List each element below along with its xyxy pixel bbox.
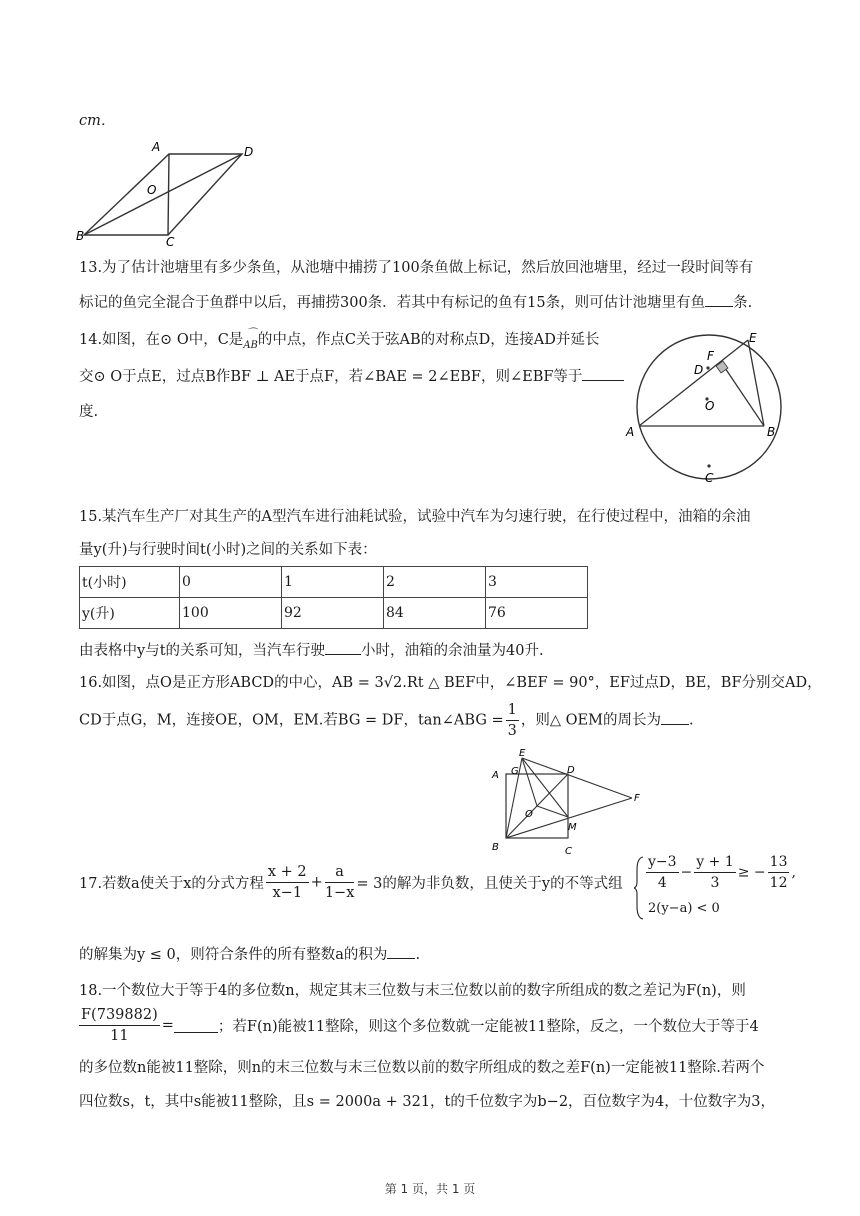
label-g: G bbox=[511, 766, 519, 777]
table-cell: 1 bbox=[282, 567, 384, 598]
label-e: E bbox=[519, 748, 526, 759]
brace-icon bbox=[634, 856, 644, 920]
label-b: B bbox=[76, 229, 85, 243]
label-a: A bbox=[492, 770, 499, 781]
fraction: $\frac{a}{1-x}$ bbox=[324, 864, 355, 901]
label-o: O bbox=[147, 183, 157, 197]
q16-line1: 16.如图，点O是正方形ABCD的中心，AB = 3√2.Rt △ BEF中，∠BEF = 90°，EF过点D，BE，BF分别交AD， bbox=[79, 675, 822, 691]
q18-line4: 四位数s，t，其中s能被11整除，且s = 2000a + 321，t的千位数字为b−2，百位数字为4，十位数字为3， bbox=[79, 1094, 775, 1110]
q15-line3: 由表格中y与t的关系可知，当汽车行驶 小时，油箱的余油量为40升. bbox=[79, 640, 544, 661]
table-row bbox=[80, 598, 588, 629]
label-d: D bbox=[694, 363, 704, 377]
label-o: O bbox=[525, 809, 533, 820]
label-a: A bbox=[152, 140, 161, 154]
label-f: F bbox=[634, 793, 640, 804]
label-c: C bbox=[166, 235, 175, 249]
label-e: E bbox=[749, 331, 757, 345]
q17-line1: 17.若数a使关于x的分式方程 $\frac{x + 2}{x-1}$ + $\frac{a}{1-x}$ = 3的解为非负数，且使关于y的不等式组 bbox=[79, 864, 623, 901]
table-cell: 76 bbox=[486, 598, 588, 629]
table-row bbox=[80, 567, 588, 598]
data-table bbox=[79, 566, 588, 629]
q16-line2: CD于点G，M，连接OE，OM，EM.若BG = DF，tan∠ABG = $\frac{1}{3}$ ，则△ OEM的周长为 . bbox=[79, 702, 694, 739]
fraction: $\frac{x + 2}{x-1}$ bbox=[267, 864, 307, 901]
q15-line1: 15.某汽车生产厂对其生产的A型汽车进行油耗试验，试验中汽车为匀速行驶，在行使过程中，油箱的余油 bbox=[79, 509, 751, 525]
label-a: A bbox=[626, 425, 635, 439]
inequality-system: $\frac{y-3}{4}$ − $\frac{y + 1}{3}$ ≥ − $\frac{13}{12}$ , 2(y−a) < 0 bbox=[634, 852, 784, 922]
system-second-line: 2(y−a) < 0 bbox=[648, 901, 720, 916]
q13-line2: 标记的鱼完全混合于鱼群中以后，再捕捞300条．若其中有标记的鱼有15条，则可估计池塘里有鱼 条. bbox=[79, 292, 752, 313]
table-cell: 84 bbox=[384, 598, 486, 629]
table-cell: 0 bbox=[180, 567, 282, 598]
fraction: $\frac{y + 1}{3}$ bbox=[696, 854, 734, 891]
label-c: C bbox=[565, 846, 572, 857]
label-d: D bbox=[244, 145, 254, 159]
circle-figure bbox=[620, 320, 800, 490]
fraction: $\frac{F(739882)}{11}$ bbox=[81, 1007, 158, 1044]
q14-line1: 14.如图，在⊙ O中，C是 ⌒ AB的中点，作点C关于弦AB的对称点D，连接AD并延长 bbox=[79, 328, 600, 351]
parallelogram-figure bbox=[76, 140, 266, 250]
q14-line3: 度. bbox=[79, 404, 99, 420]
page-footer: 第 1 页，共 1 页 bbox=[384, 1182, 476, 1196]
table-cell: 92 bbox=[282, 598, 384, 629]
square-figure bbox=[484, 742, 654, 862]
q18-line3: 的多位数n能被11整除，则n的末三位数与末三位数以前的数字所组成的数之差F(n)一定能被11整除.若两个 bbox=[79, 1060, 765, 1076]
q12-tail: cm． bbox=[79, 113, 116, 129]
q18-line2: $\frac{F(739882)}{11}$ = ；若F(n)能被11整除，则这个多位数就一定能被11整除，反之，一个数位大于等于4 bbox=[81, 1007, 759, 1044]
table-cell: 100 bbox=[180, 598, 282, 629]
q18-line1: 18.一个数位大于等于4的多位数n，规定其末三位数与末三位数以前的数字所组成的数之差记为F(n)，则 bbox=[79, 983, 746, 999]
q14-line2: 交⊙ O于点E，过点B作BF ⊥ AE于点F，若∠BAE = 2∠EBF，则∠EBF等于 bbox=[79, 366, 624, 387]
fraction: $\frac{13}{12}$ bbox=[769, 854, 788, 891]
q17-line2: 的解集为y ≤ 0，则符合条件的所有整数a的积为 . bbox=[79, 944, 420, 965]
label-c: C bbox=[705, 471, 714, 485]
q13-line1: 13.为了估计池塘里有多少条鱼，从池塘中捕捞了100条鱼做上标记，然后放回池塘里，经过一段时间等有 bbox=[79, 260, 754, 276]
fraction: $\frac{1}{3}$ bbox=[507, 702, 517, 739]
label-f: F bbox=[707, 349, 714, 363]
table-cell: 2 bbox=[384, 567, 486, 598]
table-cell: 3 bbox=[486, 567, 588, 598]
table-cell: y(升) bbox=[80, 598, 180, 629]
label-b: B bbox=[492, 842, 499, 853]
label-b: B bbox=[767, 425, 776, 439]
label-o: O bbox=[705, 399, 715, 413]
q15-line2: 量y(升)与行驶时间t(小时)之间的关系如下表： bbox=[79, 542, 377, 558]
label-d: D bbox=[567, 765, 575, 776]
label-m: M bbox=[568, 822, 577, 833]
table-cell: t(小时) bbox=[80, 567, 180, 598]
fraction: $\frac{y-3}{4}$ bbox=[648, 854, 677, 891]
